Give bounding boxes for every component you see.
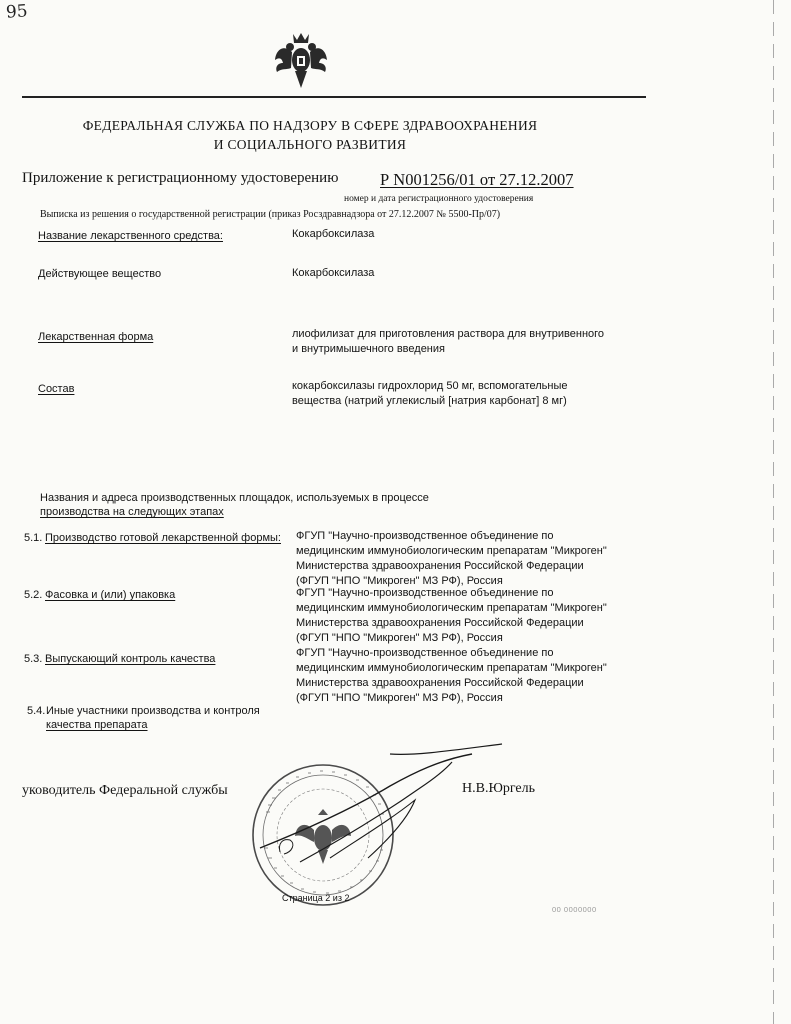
manufacturer-line: Министерства здравоохранения Российской Федерации <box>296 560 584 572</box>
header-rule <box>22 96 646 98</box>
manufacturer-line: ФГУП "Научно-производственное объединение по <box>296 587 554 599</box>
stage-label-other-participants-line-1: Иные участники производства и контроля <box>46 705 260 717</box>
stage-label-quality-control: Выпускающий контроль качества <box>45 653 216 665</box>
dosage-form-value-line-1: лиофилизат для приготовления раствора для внутривенного <box>292 328 605 340</box>
drug-name-value: Кокарбоксилаза <box>292 228 375 240</box>
manufacturer-line: (ФГУП "НПО "Микроген" МЗ РФ), Россия <box>296 632 503 644</box>
manufacturer-line: Министерства здравоохранения Российской Федерации <box>296 617 584 629</box>
manufacturer-line: ФГУП "Научно-производственное объединение по <box>296 647 554 659</box>
stage-number: 5.4. <box>27 705 46 717</box>
scan-edge-artifact <box>773 0 774 1024</box>
sites-header-line-1: Названия и адреса производственных площадок, используемых в процессе <box>40 492 429 504</box>
signatory-name: Н.В.Юргель <box>462 781 535 796</box>
stage-label-other-participants-line-2: качества препарата <box>46 719 148 731</box>
manufacturer-line: медицинским иммунобиологическим препаратам "Микроген" <box>296 662 607 674</box>
stage-number: 5.1. <box>24 532 43 544</box>
stage-number: 5.3. <box>24 653 43 665</box>
registration-number-note: номер и дата регистрационного удостоверения <box>344 194 534 204</box>
faint-printed-mark: 00 0000000 <box>552 905 597 914</box>
agency-title-line-2: И СОЦИАЛЬНОГО РАЗВИТИЯ <box>213 137 407 152</box>
active-substance-label: Действующее вещество <box>38 268 162 280</box>
sites-header-line-2: производства на следующих этапах <box>40 506 224 518</box>
manufacturer-block <box>296 529 607 589</box>
manufacturer-line: (ФГУП "НПО "Микроген" МЗ РФ), Россия <box>296 575 503 587</box>
manufacturer-line: Министерства здравоохранения Российской Федерации <box>296 677 584 689</box>
manufacturer-line: (ФГУП "НПО "Микроген" МЗ РФ), Россия <box>296 692 503 704</box>
active-substance-value: Кокарбоксилаза <box>292 267 375 279</box>
composition-label: Состав <box>38 383 75 395</box>
attachment-label: Приложение к регистрационному удостоверению <box>22 170 339 186</box>
manufacturer-block <box>296 646 607 706</box>
manufacturer-line: медицинским иммунобиологическим препаратам "Микроген" <box>296 545 607 557</box>
stage-label-packaging: Фасовка и (или) упаковка <box>45 589 176 601</box>
manufacturer-line: ФГУП "Научно-производственное объединение по <box>296 530 554 542</box>
corner-handwritten-note: 95 <box>5 1 29 23</box>
manufacturer-line: медицинским иммунобиологическим препаратам "Микроген" <box>296 602 607 614</box>
coat-of-arms-emblem <box>273 30 329 92</box>
handwritten-signature <box>240 740 510 890</box>
dosage-form-label: Лекарственная форма <box>38 331 154 343</box>
composition-value-line-1: кокарбоксилазы гидрохлорид 50 мг, вспомогательные <box>292 380 568 392</box>
page-number: Страница 2 из 2 <box>282 893 350 903</box>
stage-label-production: Производство готовой лекарственной формы: <box>45 532 281 544</box>
signatory-title: уководитель Федеральной службы <box>22 783 228 798</box>
decision-extract: Выписка из решения о государственной регистрации (приказ Росздравнадзора от 27.12.2007 № 5500-Пр/07) <box>40 209 501 220</box>
dosage-form-value-line-2: и внутримышечного введения <box>292 343 445 355</box>
manufacturer-block <box>296 586 607 646</box>
registration-number: Р N001256/01 от 27.12.2007 <box>380 170 574 189</box>
drug-name-label: Название лекарственного средства: <box>38 230 223 242</box>
composition-value-line-2: вещества (натрий углекислый [натрия карбонат] 8 мг) <box>292 395 567 407</box>
agency-title-line-1: ФЕДЕРАЛЬНАЯ СЛУЖБА ПО НАДЗОРУ В СФЕРЕ ЗДРАВООХРАНЕНИЯ <box>82 118 538 133</box>
stage-number: 5.2. <box>24 589 43 601</box>
